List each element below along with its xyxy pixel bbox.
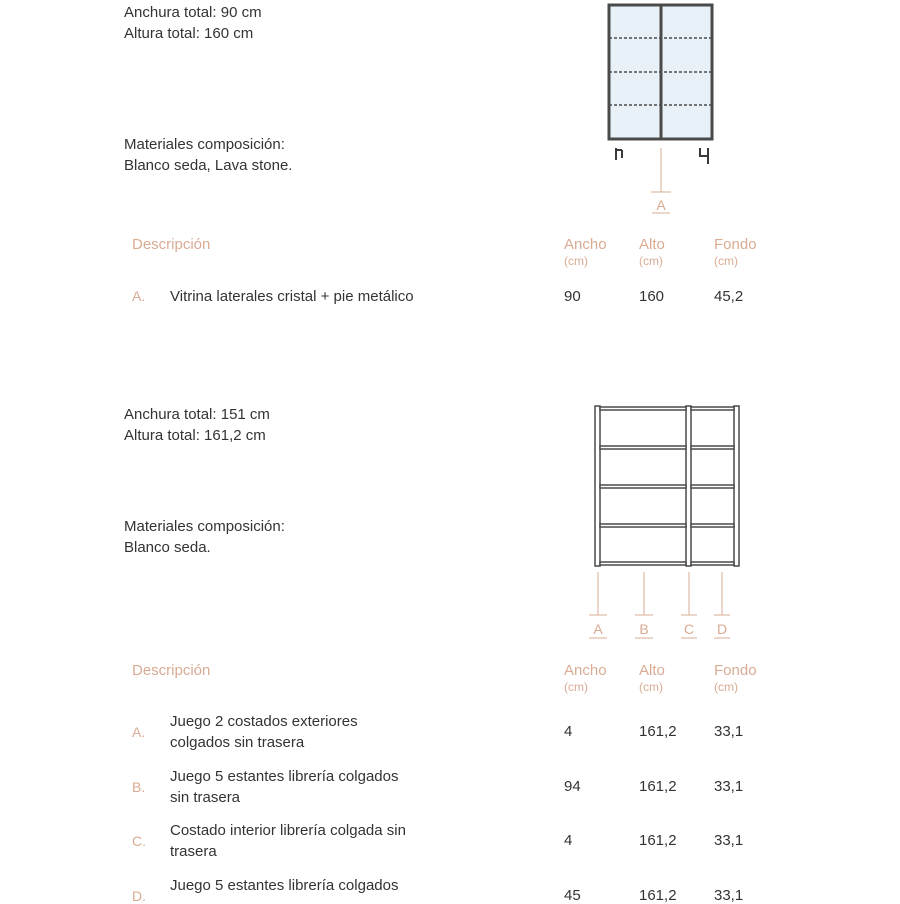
section1-materials (124, 134, 292, 176)
row-ancho: 4 (564, 723, 573, 740)
section1-col-alto: Alto (cm) (639, 236, 665, 268)
diagram2-label-a: A (593, 621, 603, 637)
row-description: Vitrina laterales cristal + pie metálico (170, 288, 414, 305)
row-alto: 161,2 (639, 832, 677, 849)
row-description: Costado interior librería colgada sin trasera (170, 822, 406, 860)
section1-desc-header: Descripción (132, 236, 211, 253)
section2-bookcase-diagram (585, 400, 755, 645)
section2-col-alto: Alto (cm) (639, 662, 665, 694)
bookcase-shelves-right (691, 407, 734, 565)
row-description: Juego 5 estantes librería colgados (170, 877, 399, 894)
diagram2-label-d: D (716, 621, 728, 637)
row-letter: D. (132, 888, 146, 904)
row-ancho: 94 (564, 778, 581, 795)
diagram2-label-c: C (683, 621, 695, 637)
section2-col-ancho: Ancho (cm) (564, 662, 607, 694)
row-alto: 161,2 (639, 723, 677, 740)
row-description: Juego 2 costados exteriores colgados sin trasera (170, 713, 358, 751)
section2-materials-value: Blanco seda. (124, 539, 211, 556)
vitrine-left-foot (616, 148, 622, 160)
row-fondo: 45,2 (714, 288, 744, 305)
section1-vitrine-diagram (600, 0, 730, 220)
section1-col-ancho: Ancho (cm) (564, 236, 607, 268)
row-fondo: 33,1 (714, 778, 744, 795)
bookcase-pointers (589, 572, 730, 615)
section2-dimensions (124, 404, 270, 446)
row-alto: 161,2 (639, 887, 677, 904)
section2-desc-header: Descripción (132, 662, 211, 679)
diagram1-label-a: A (656, 197, 666, 213)
section2-materials-title: Materiales composición: (124, 518, 285, 535)
row-letter: A. (132, 288, 146, 304)
row-description: Juego 5 estantes librería colgados sin trasera (170, 768, 399, 806)
section1-materials-value: Blanco seda, Lava stone. (124, 157, 293, 174)
section1-dimensions (124, 2, 262, 44)
section1-total-height: Altura total: 160 cm (124, 25, 254, 42)
section2-col-fondo: Fondo (cm) (714, 662, 757, 694)
row-alto: 161,2 (639, 778, 677, 795)
row-fondo: 33,1 (714, 723, 744, 740)
section1-materials-title: Materiales composición: (124, 136, 285, 153)
section1-total-width: Anchura total: 90 cm (124, 4, 262, 21)
section2-total-width: Anchura total: 151 cm (124, 406, 270, 423)
bookcase-shelves-left (600, 407, 686, 565)
row-letter: A. (132, 724, 146, 740)
vitrine-right-foot (700, 148, 708, 164)
row-fondo: 33,1 (714, 832, 744, 849)
row-ancho: 90 (564, 288, 581, 305)
row-letter: C. (132, 833, 146, 849)
section2-materials (124, 516, 285, 558)
row-alto: 160 (639, 288, 665, 305)
row-fondo: 33,1 (714, 887, 744, 904)
row-letter: B. (132, 779, 146, 795)
row-ancho: 4 (564, 832, 573, 849)
section2-total-height: Altura total: 161,2 cm (124, 427, 266, 444)
row-ancho: 45 (564, 887, 581, 904)
diagram2-label-b: B (639, 621, 649, 637)
section1-col-fondo: Fondo (cm) (714, 236, 757, 268)
